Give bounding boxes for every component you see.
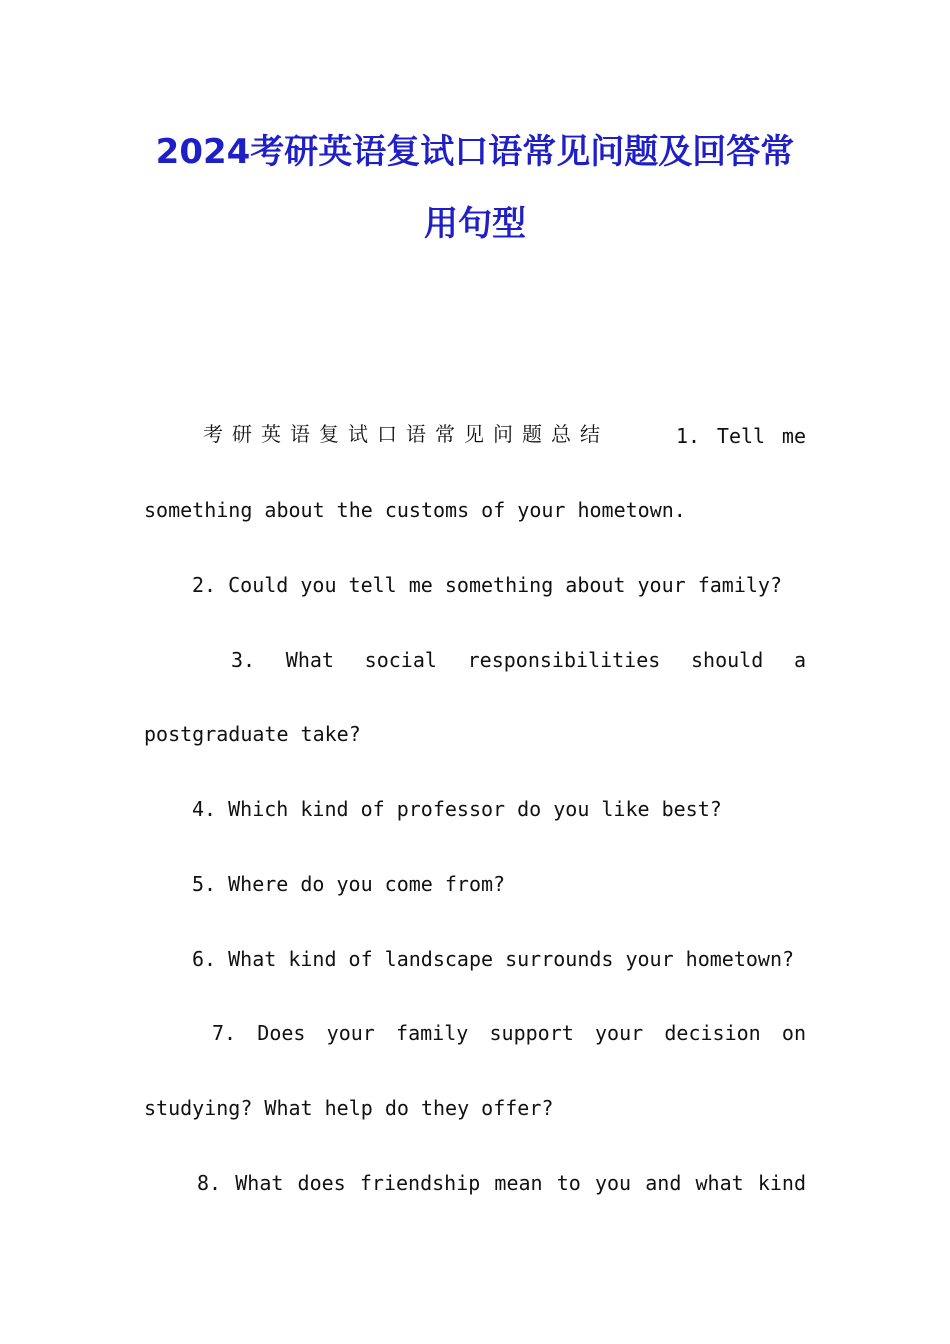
question-3-cont: postgraduate take? (144, 722, 361, 746)
question-3-start: 3. What social responsibilities should a (231, 648, 806, 672)
question-1-start: 1. Tell me (676, 424, 806, 448)
question-4: 4. Which kind of professor do you like best? (192, 797, 722, 821)
question-7-cont: studying? What help do they offer? (144, 1096, 554, 1120)
question-7-start: 7. Does your family support your decision on (212, 1021, 806, 1045)
question-8-start: 8. What does friendship mean to you and what kind (197, 1171, 806, 1195)
question-1-cont: something about the customs of your hometown. (144, 498, 686, 522)
question-2: 2. Could you tell me something about your family? (192, 573, 783, 597)
section-heading-cn: 考研英语复试口语常见问题总结 (203, 422, 609, 446)
question-6: 6. What kind of landscape surrounds your hometown? (192, 947, 795, 971)
document-title-line-2: 用句型 (424, 204, 526, 244)
question-5: 5. Where do you come from? (192, 872, 506, 896)
document-title-line-1: 2024考研英语复试口语常见问题及回答常 (155, 132, 795, 172)
